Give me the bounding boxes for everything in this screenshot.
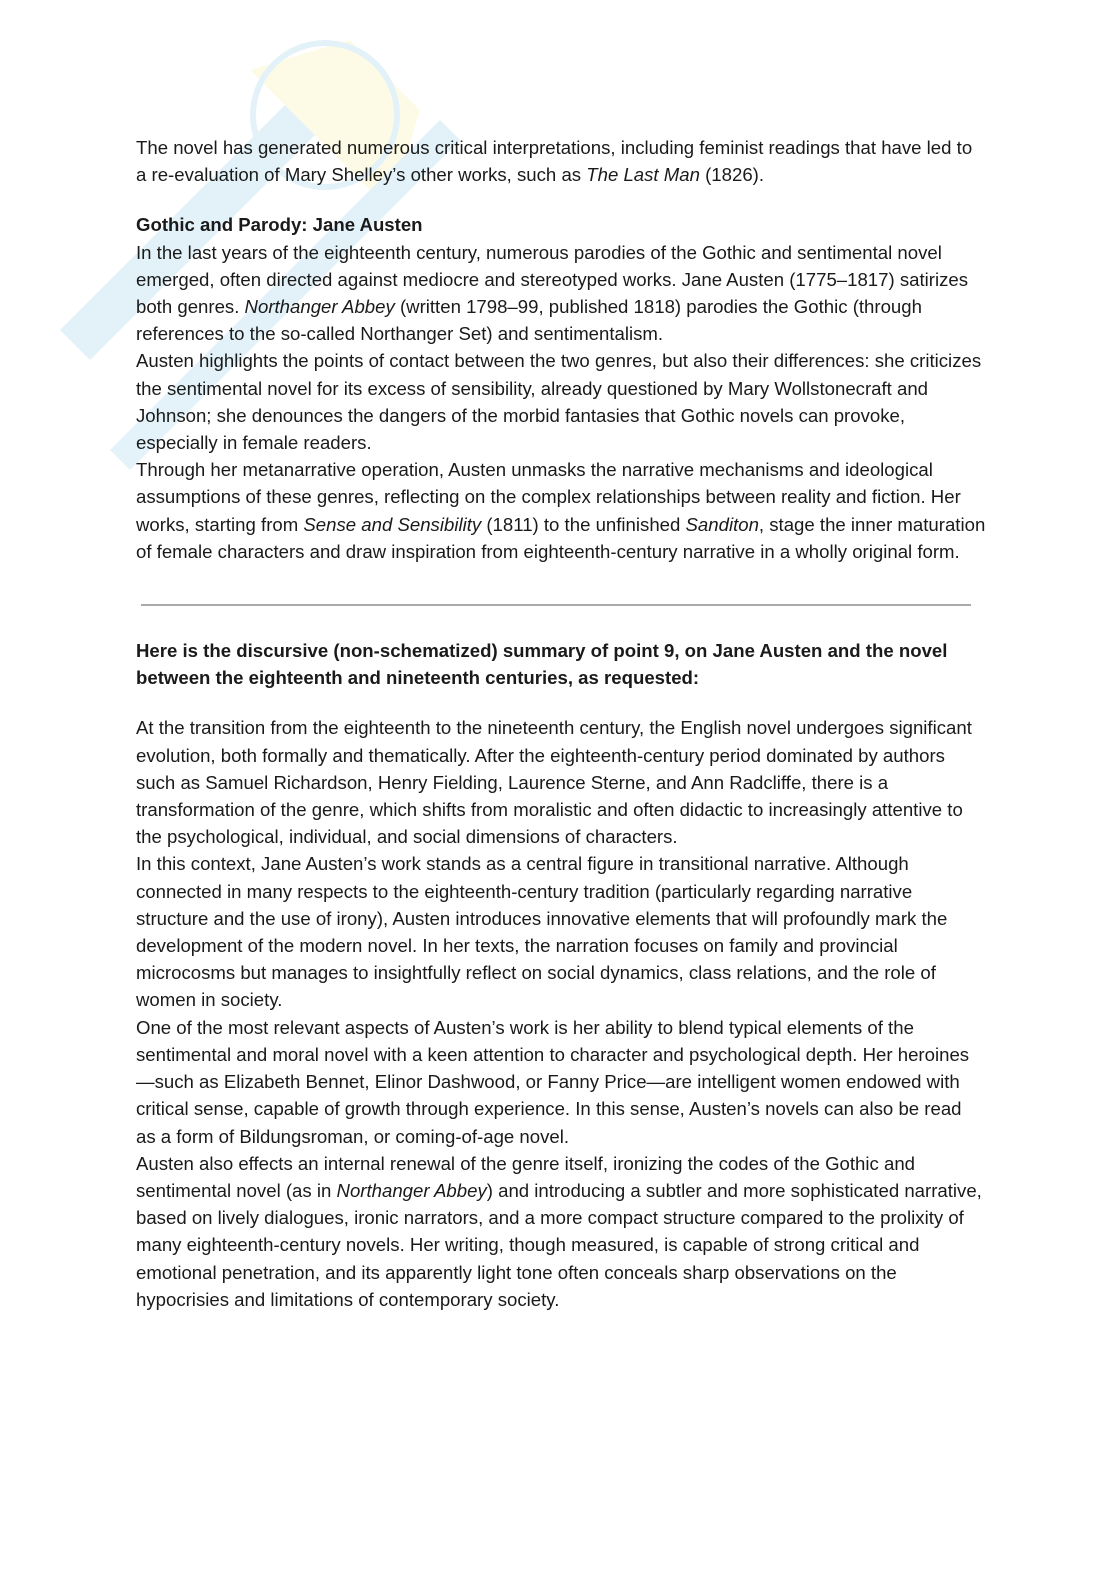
paragraph-metanarrative: Through her metanarrative operation, Austen unmasks the narrative mechanisms and ideological assumptions of these genres, reflecting on the complex relationships between reality and fiction. Her works, starting from Sense and Sensibility (1811) to the unfinished Sanditon, stage the inner maturation of female characters and draw inspiration from eighteenth-century narrative in a wholly original form.: [136, 459, 986, 562]
paragraph-parodies: In the last years of the eighteenth century, numerous parodies of the Gothic and sentimental novel emerged, often directed against mediocre and stereotyped works. Jane Austen (1775–1817) satirizes both genres. Northanger Abbey (written 1798–99, published 1818) parodies the Gothic (through references to the so-called Northanger Set) and sentimentalism.: [136, 241, 969, 345]
paragraph-renewal: Austen also effects an internal renewal of the genre itself, ironizing the codes of the Gothic and sentimental novel (as in Northanger Abbey) and introducing a subtler and more sophisticated narrative, based on lively dialogues, ironic narrators, and a more compact structure compared to the prolixity of many eighteenth-century novels. Her writing, though measured, is capable of strong critical and emotional penetration, and its apparently light tone often conceals sharp observations on the hypocrisies and limitations of contemporary society.: [136, 1152, 982, 1310]
paragraph-contact-points: Austen highlights the points of contact between the two genres, but also their differences: she criticizes the sentimental novel for its excess of sensibility, already questioned by Mary Wollstonecraft and Johnson; she denounces the dangers of the morbid fantasies that Gothic novels can provoke, especially in female readers.: [136, 350, 982, 454]
paragraph-heroines: One of the most relevant aspects of Austen’s work is her ability to blend typical elements of the sentimental and moral novel with a keen attention to character and psychological depth. Her heroines—such as Elizabeth Bennet, Elinor Dashwood, or Fanny Price—are intelligent women endowed with critical sense, capable of growth through experience. In this sense, Austen’s novels can also be read as a form of Bildungsroman, or coming-of-age novel.: [136, 1016, 970, 1147]
intro-paragraph: The novel has generated numerous critical interpretations, including feminist readings that have led to a re-evaluation of Mary Shelley’s other works, such as The Last Man (1826).: [136, 137, 973, 186]
section-heading-gothic-parody: Gothic and Parody: Jane Austen: [136, 214, 423, 236]
summary-heading: Here is the discursive (non-schematized) summary of point 9, on Jane Austen and the novel between the eighteenth and nineteenth centuries, as requested:: [136, 640, 948, 689]
paragraph-transition: At the transition from the eighteenth to the nineteenth century, the English novel undergoes significant evolution, both formally and thematically. After the eighteenth-century period dominated by authors such as Samuel Richardson, Henry Fielding, Laurence Sterne, and Ann Radcliffe, there is a transformation of the genre, which shifts from moralistic and often didactic to increasingly attentive to the psychological, individual, and social dimensions of characters.: [136, 717, 972, 848]
document-page: [136, 134, 986, 1313]
horizontal-divider: [141, 604, 971, 606]
paragraph-context: In this context, Jane Austen’s work stands as a central figure in transitional narrative. Although connected in many respects to the eighteenth-century tradition (particularly regarding narrative structure and the use of irony), Austen introduces innovative elements that will profoundly mark the development of the modern novel. In her texts, the narration focuses on family and provincial microcosms but manages to insightfully reflect on social dynamics, class relations, and the role of women in society.: [136, 853, 948, 1011]
